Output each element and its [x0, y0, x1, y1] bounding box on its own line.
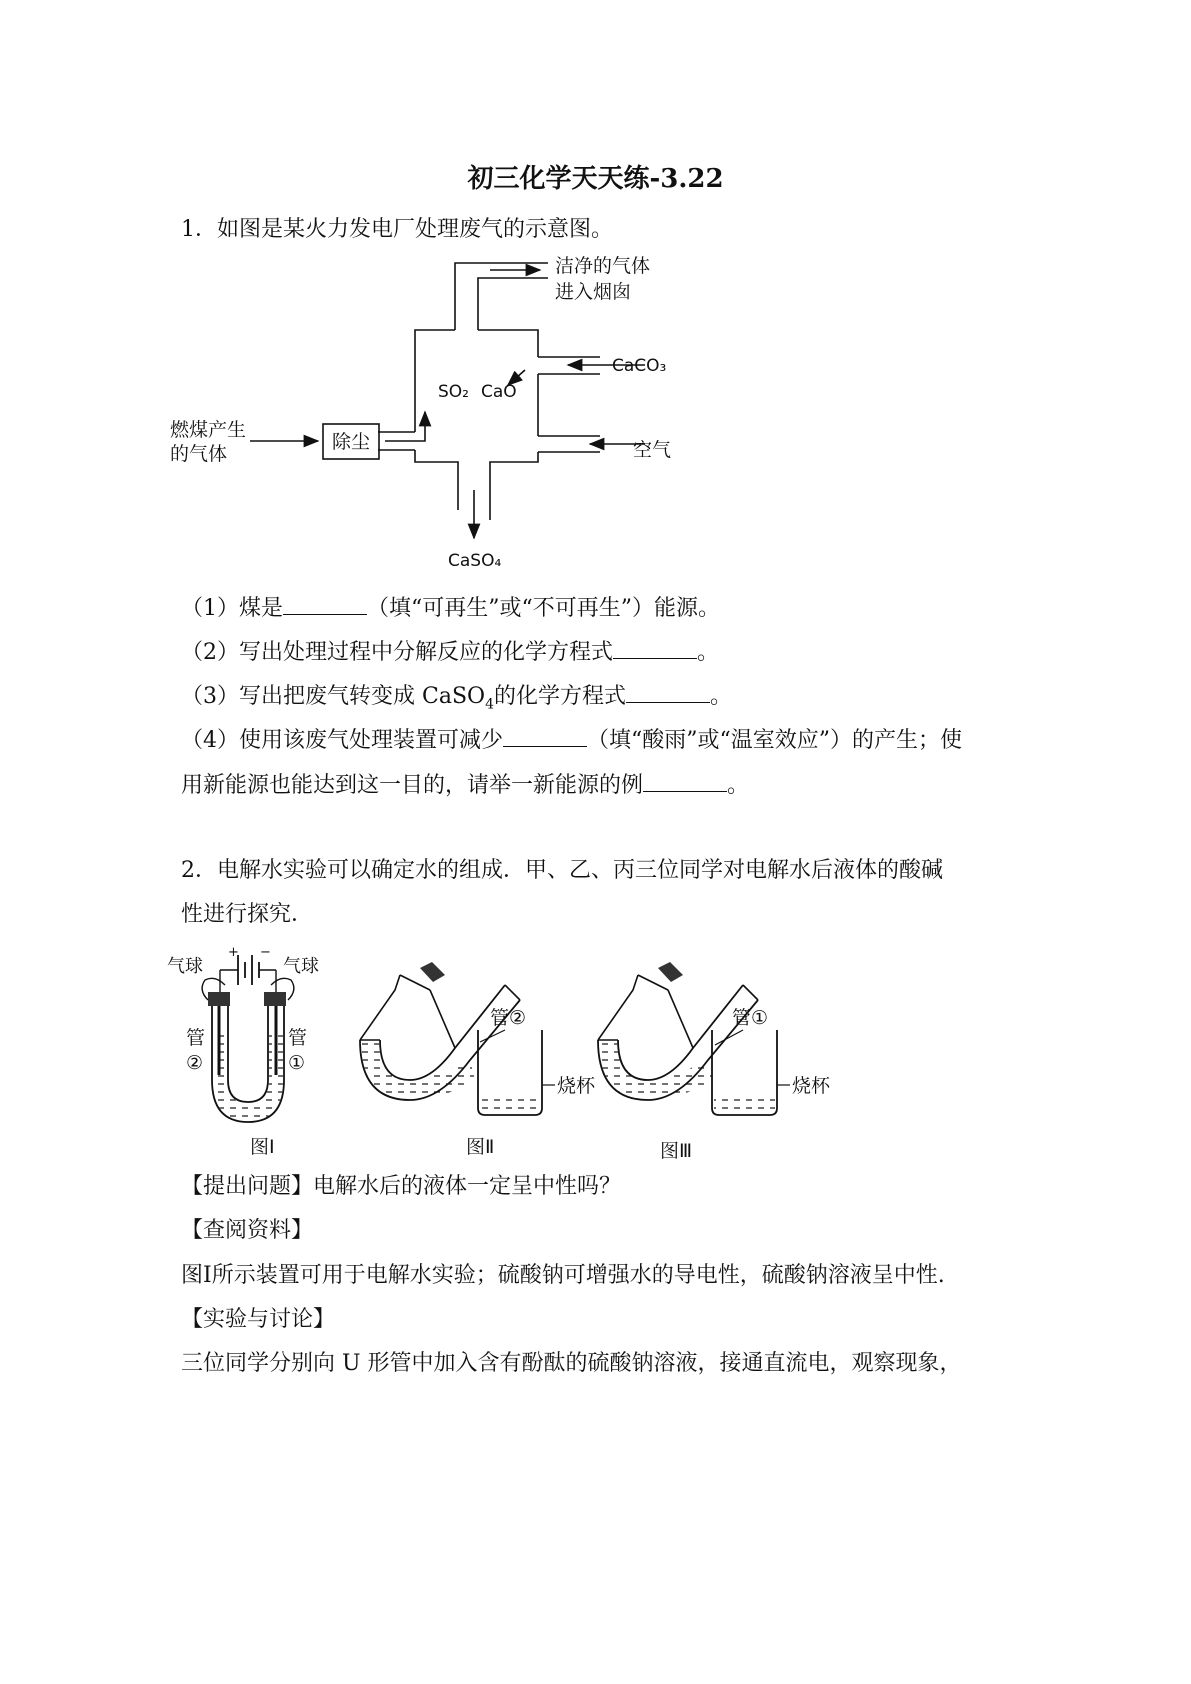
svg-text:管: 管 — [186, 1027, 206, 1049]
label-coal-gas-2: 的气体 — [170, 443, 228, 465]
svg-text:气球: 气球 — [167, 956, 203, 977]
label-caso4: CaSO₄ — [448, 551, 502, 571]
svg-text:②: ② — [186, 1052, 204, 1074]
svg-text:①: ① — [288, 1052, 306, 1074]
q2-stem-1: 2．电解水实验可以确定水的组成．甲、乙、丙三位同学对电解水后液体的酸碱 — [181, 858, 943, 883]
q1-sub4-cont: 用新能源也能达到这一目的，请举一新能源的例 。 — [181, 773, 750, 798]
svg-text:图Ⅰ: 图Ⅰ — [250, 1136, 275, 1158]
label-air: 空气 — [633, 439, 672, 461]
label-caco3: CaCO₃ — [612, 356, 667, 376]
answer-blank-1[interactable] — [283, 596, 367, 615]
svg-text:烧杯: 烧杯 — [557, 1075, 596, 1097]
label-into-chimney: 进入烟囱 — [555, 281, 632, 303]
label-so2: SO₂ — [438, 382, 469, 402]
q1-sub4: （4）使用该废气处理装置可减少 （填“酸雨”或“温室效应”）的产生；使 — [181, 728, 962, 753]
answer-blank-4[interactable] — [503, 728, 587, 747]
answer-blank-3[interactable] — [626, 684, 710, 703]
svg-text:−: − — [260, 945, 271, 960]
q2-reference-heading: 【查阅资料】 — [181, 1218, 314, 1243]
electrolysis-figures — [0, 935, 1191, 1175]
svg-text:管: 管 — [288, 1027, 308, 1049]
svg-text:+: + — [228, 945, 239, 960]
label-coal-gas-1: 燃煤产生 — [170, 419, 247, 441]
figure-2 — [360, 962, 596, 1158]
q1-sub2: （2）写出处理过程中分解反应的化学方程式 。 — [181, 640, 720, 665]
q1-sub1: （1）煤是 （填“可再生”或“不可再生”）能源。 — [181, 596, 720, 621]
q2-reference-text: 图Ⅰ所示装置可用于电解水实验；硫酸钠可增强水的导电性，硫酸钠溶液呈中性. — [181, 1263, 945, 1288]
q1-sub3: （3）写出把废气转变成 CaSO$_4$的化学方程式 。 — [181, 684, 733, 713]
svg-text:图Ⅲ: 图Ⅲ — [660, 1140, 693, 1162]
q2-experiment-text: 三位同学分别向 U 形管中加入含有酚酞的硫酸钠溶液，接通直流电，观察现象， — [181, 1351, 962, 1376]
figure-3 — [598, 962, 831, 1162]
svg-text:烧杯: 烧杯 — [792, 1075, 831, 1097]
answer-blank-5[interactable] — [643, 773, 727, 792]
svg-text:图Ⅱ: 图Ⅱ — [466, 1136, 495, 1158]
q2-stem-2: 性进行探究． — [181, 902, 314, 927]
figure-1 — [167, 945, 319, 1158]
flue-gas-diagram — [0, 250, 1191, 610]
q2-experiment-heading: 【实验与讨论】 — [181, 1307, 336, 1332]
svg-text:管①: 管① — [732, 1007, 769, 1029]
q2-question: 【提出问题】电解水后的液体一定呈中性吗？ — [181, 1174, 622, 1199]
label-cao: CaO — [481, 382, 517, 402]
page-title: 初三化学天天练-3.22 — [467, 164, 724, 194]
svg-text:管②: 管② — [490, 1007, 527, 1029]
svg-text:气球: 气球 — [283, 956, 319, 977]
q1-stem: 1．如图是某火力发电厂处理废气的示意图。 — [181, 217, 613, 242]
answer-blank-2[interactable] — [613, 640, 697, 659]
label-clean-gas: 洁净的气体 — [555, 255, 651, 277]
label-dust-removal: 除尘 — [332, 431, 371, 453]
